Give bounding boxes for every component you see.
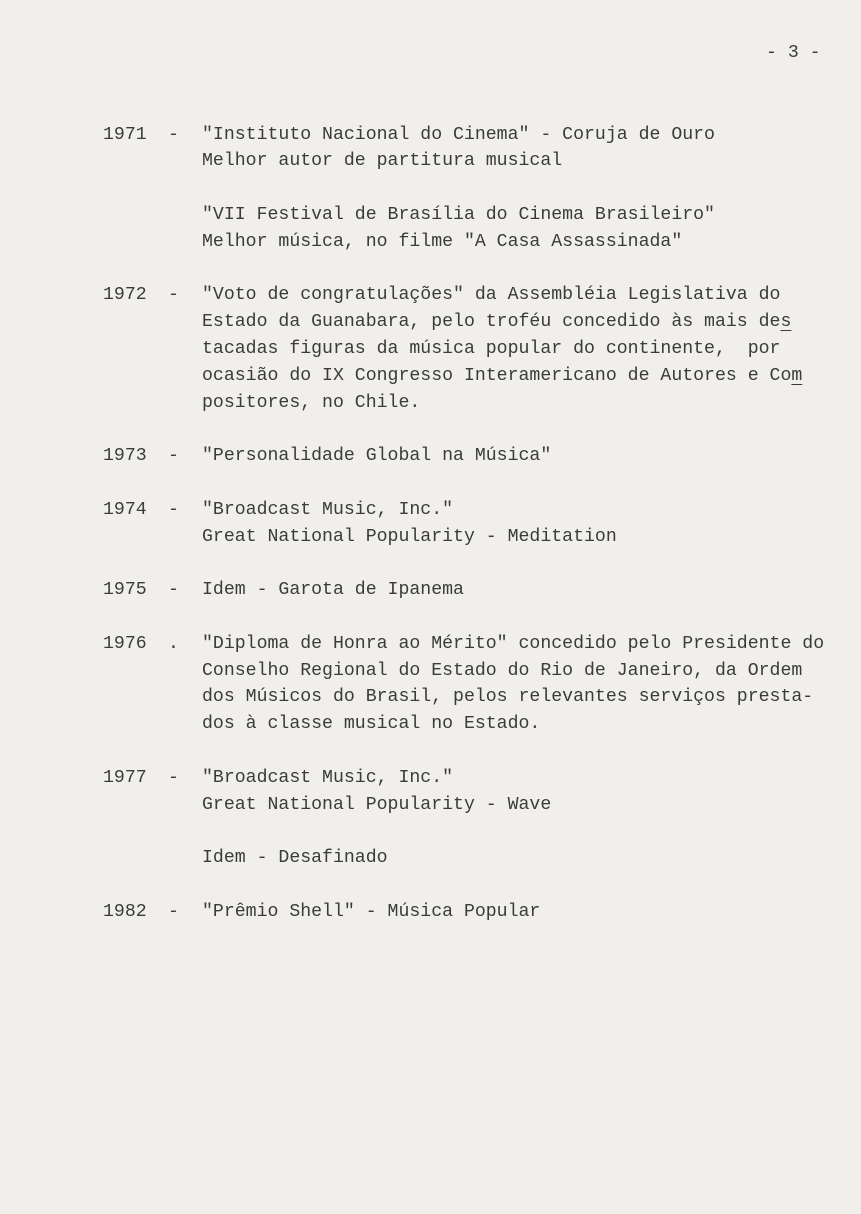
award-entry-1982 <box>0 899 861 926</box>
entry-year: 1972 <box>103 285 147 306</box>
entry-line: Great National Popularity - Meditation <box>202 526 617 547</box>
award-entry-1976 <box>0 631 861 738</box>
entry-line: dos à classe musical no Estado. <box>202 714 541 735</box>
line-text: ocasião do IX Congresso Interamericano de Autores e Co <box>202 365 792 386</box>
entry-line: positores, no Chile. <box>202 392 421 413</box>
entry-year: 1976 <box>103 633 147 654</box>
awards-list <box>0 122 861 953</box>
page-number: - 3 - <box>766 43 821 63</box>
entry-separator: - <box>168 901 179 922</box>
award-entry-1973 <box>0 443 861 470</box>
entry-year: 1982 <box>103 901 147 922</box>
entry-line: "Diploma de Honra ao Mérito" concedido pelo Presidente do <box>202 633 825 654</box>
entry-year: 1974 <box>103 499 147 520</box>
entry-line: Melhor autor de partitura musical <box>202 151 563 172</box>
entry-line: "VII Festival de Brasília do Cinema Brasileiro" <box>202 204 715 225</box>
entry-separator: - <box>168 767 179 788</box>
entry-year: 1971 <box>103 124 147 145</box>
entry-year: 1977 <box>103 767 147 788</box>
award-entry-1977 <box>0 765 861 872</box>
entry-line: "Prêmio Shell" - Música Popular <box>202 901 541 922</box>
entry-line: Melhor música, no filme "A Casa Assassinada" <box>202 231 683 252</box>
entry-line: "Voto de congratulações" da Assembléia Legislativa do <box>202 285 781 306</box>
entry-line: tacadas figuras da música popular do continente, por <box>202 338 781 359</box>
entry-separator: - <box>168 124 179 145</box>
entry-line: "Instituto Nacional do Cinema" - Coruja de Ouro <box>202 124 715 145</box>
award-entry-1971 <box>0 122 861 256</box>
entry-subgroup <box>0 845 861 872</box>
entry-year: 1975 <box>103 580 147 601</box>
entry-line: dos Músicos do Brasil, pelos relevantes serviços presta- <box>202 687 814 708</box>
underlined-syllable: m <box>791 365 803 386</box>
entry-line: Great National Popularity - Wave <box>202 794 552 815</box>
entry-line <box>0 363 861 390</box>
entry-line: "Personalidade Global na Música" <box>202 446 552 467</box>
entry-line: Idem - Garota de Ipanema <box>202 580 464 601</box>
entry-separator: . <box>168 633 179 654</box>
line-text: Estado da Guanabara, pelo troféu concedido às mais de <box>202 312 781 333</box>
entry-year: 1973 <box>103 446 147 467</box>
entry-separator: - <box>168 580 179 601</box>
entry-line: Conselho Regional do Estado do Rio de Janeiro, da Ordem <box>202 660 803 681</box>
entry-separator: - <box>168 285 179 306</box>
entry-separator: - <box>168 446 179 467</box>
entry-line <box>0 309 861 336</box>
entry-subgroup <box>0 202 861 256</box>
entry-separator: - <box>168 499 179 520</box>
entry-line: "Broadcast Music, Inc." <box>202 767 454 788</box>
entry-line: Idem - Desafinado <box>202 848 388 869</box>
award-entry-1974 <box>0 497 861 551</box>
underlined-syllable: s <box>780 312 792 333</box>
entry-line: "Broadcast Music, Inc." <box>202 499 454 520</box>
award-entry-1975 <box>0 577 861 604</box>
award-entry-1972 <box>0 282 861 416</box>
